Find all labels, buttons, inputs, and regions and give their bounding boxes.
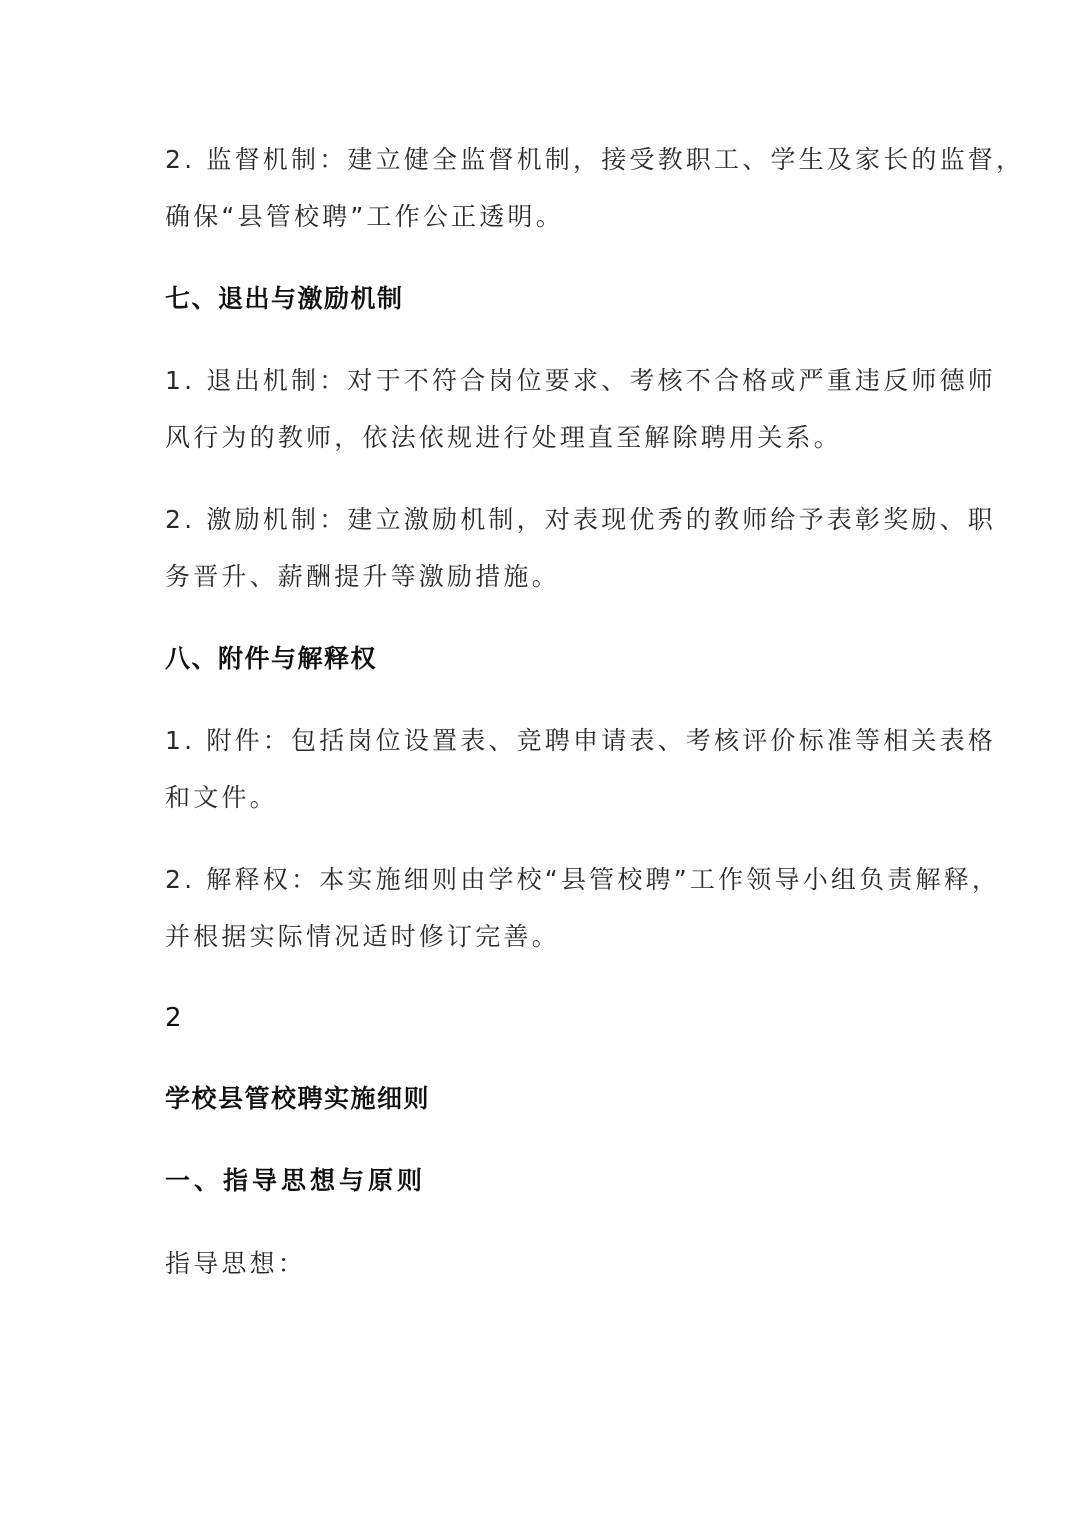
incentive-mechanism-line-1: 2. 激励机制：建立激励机制，对表现优秀的教师给予表彰奖励、职 [165,505,997,534]
supervision-paragraph-line-1: 2. 监督机制：建立健全监督机制，接受教职工、学生及家长的监督， [165,145,1025,174]
section-heading-guiding-principles: 一、指导思想与原则 [165,1166,427,1195]
document-title: 学校县管校聘实施细则 [165,1084,431,1113]
interpretation-line-1: 2. 解释权：本实施细则由学校“县管校聘”工作领导小组负责解释， [165,865,1001,894]
interpretation-line-2: 并根据实际情况适时修订完善。 [165,922,560,951]
page-number: 2 [165,1003,182,1033]
incentive-mechanism-line-2: 务晋升、薪酬提升等激励措施。 [165,562,560,591]
guiding-thought-label: 指导思想： [165,1249,307,1278]
attachments-line-1: 1. 附件：包括岗位设置表、竞聘申请表、考核评价标准等相关表格 [165,726,997,755]
supervision-paragraph-line-2: 确保“县管校聘”工作公正透明。 [165,202,564,231]
exit-mechanism-line-2: 风行为的教师，依法依规进行处理直至解除聘用关系。 [165,423,842,452]
section-heading-attachments: 八、附件与解释权 [165,644,378,673]
attachments-line-2: 和文件。 [165,783,278,812]
exit-mechanism-line-1: 1. 退出机制：对于不符合岗位要求、考核不合格或严重违反师德师 [165,366,997,395]
section-heading-exit-incentive: 七、退出与激励机制 [165,284,404,313]
